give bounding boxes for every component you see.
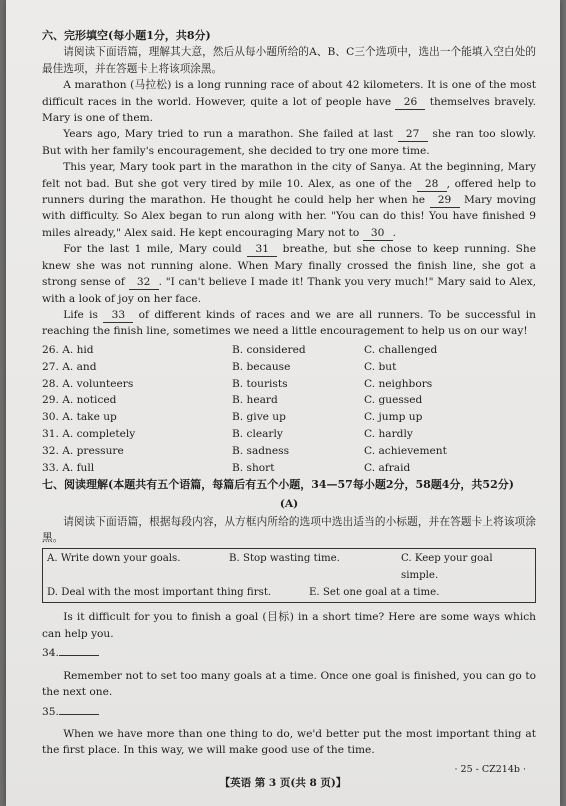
exam-code: · 25 - CZ214b ·: [454, 764, 526, 775]
heading-option-e: E. Set one goal at a time.: [309, 587, 440, 599]
text: of different kinds of races and we are all runners. To be successful in reaching the finish line, sometimes we need a little encouragement to help us on our way!: [42, 308, 536, 338]
heading-options-box: [42, 548, 536, 603]
cloze-paragraph-2: [42, 126, 536, 159]
text: themselves bravely. Mary is one of them.: [42, 95, 536, 125]
option-a: 31. A. completely: [42, 428, 136, 441]
option-c: C. guessed: [364, 394, 423, 407]
reading-paragraph-3: When we have more than one thing to do, we'd better put the most important thing at the first place. In this way, we will make good use of the time.: [42, 727, 536, 757]
option-b: B. sadness: [232, 445, 290, 458]
text: This year, Mary took part in the marathon in the city of Sanya. At the beginning, Mary felt not bad. But she got very tired by mile 10. Alex, as one of the: [42, 161, 536, 190]
option-a: 26. A. hid: [42, 343, 94, 356]
option-b: B. heard: [232, 394, 278, 407]
option-b: B. clearly: [232, 428, 283, 441]
cloze-options: [42, 342, 536, 477]
reading-paragraph-1: Is it difficult for you to finish a goal (目标) in a short time? Here are some ways which can help you.: [42, 611, 536, 640]
blank-26: 26: [395, 96, 425, 110]
option-row: [42, 342, 536, 359]
blank-33: 33: [103, 309, 133, 323]
blank-32: 32: [129, 276, 159, 290]
option-row: [42, 359, 536, 376]
option-row: [42, 443, 536, 460]
option-b: B. give up: [232, 411, 286, 424]
answer-35: [42, 704, 536, 720]
text: .: [392, 226, 397, 239]
heading-option-a: A. Write down your goals.: [47, 553, 181, 565]
option-c: C. hardly: [364, 428, 413, 441]
text: she ran too slowly. But with her family's encouragement, she decided to try one more time.: [42, 128, 536, 157]
text: , offered help to runners during the marathon. He thought he could help her when he: [42, 177, 536, 207]
heading-option-c: C. Keep your goal simple.: [401, 553, 493, 582]
option-a: 32. A. pressure: [42, 445, 124, 458]
option-row: [42, 409, 536, 426]
cloze-paragraph-5: [42, 307, 536, 340]
passage-a-label: (A): [279, 498, 299, 511]
option-a: 33. A. full: [42, 461, 95, 474]
option-row: [42, 460, 536, 477]
blank-30: 30: [363, 227, 393, 241]
section-7-title: 七、阅读理解(本题共有五个语篇，每篇后有五个小题，34—57每小题2分，58题4分，共52分): [42, 477, 514, 491]
text: For the last 1 mile, Mary could: [63, 243, 248, 256]
option-c: C. achievement: [364, 445, 447, 458]
answer-34: [42, 645, 536, 661]
text: breathe, but she chose to keep running. She knew she was not running alone. When Mary finally crossed the finish line, she got a strong sense of: [42, 243, 537, 289]
option-c: C. afraid: [364, 461, 411, 474]
option-a: 27. A. and: [42, 360, 97, 373]
option-c: C. but: [364, 360, 397, 373]
cloze-paragraph-1: [42, 77, 536, 126]
blank-31: 31: [247, 243, 277, 257]
question-number: 35.: [42, 705, 59, 718]
page-content: [42, 28, 536, 759]
heading-option-b: B. Stop wasting time.: [229, 553, 340, 565]
option-c: C. jump up: [364, 411, 423, 424]
option-a: 28. A. volunteers: [42, 377, 134, 390]
heading-option-d: D. Deal with the most important thing first.: [47, 587, 272, 599]
section-7-instruction: 请阅读下面语篇，根据每段内容，从方框内所给的选项中选出适当的小标题，并在答题卡上将该项涂黑。: [42, 515, 536, 545]
option-b: B. considered: [232, 343, 306, 356]
answer-line: [59, 714, 99, 715]
blank-27: 27: [398, 128, 428, 142]
option-b: B. because: [232, 360, 291, 373]
option-row: [42, 426, 536, 443]
option-a: 29. A. noticed: [42, 394, 117, 407]
section-6-title: 六、完形填空(每小题1分，共8分): [42, 29, 211, 42]
reading-paragraph-2: Remember not to set too many goals at a time. Once one goal is finished, you can go to the next one.: [42, 669, 536, 699]
blank-29: 29: [430, 194, 460, 208]
cloze-paragraph-3: [42, 159, 536, 241]
page-footer: 【英语 第 3 页(共 8 页)】: [219, 777, 347, 789]
text: A marathon (马拉松) is a long running race of about 42 kilometers. It is one of the most difficult races in the world. However, quite a lot of people have: [42, 79, 536, 108]
option-a: 30. A. take up: [42, 411, 117, 424]
option-row: [42, 392, 536, 409]
option-b: B. short: [232, 461, 275, 474]
cloze-paragraph-4: [42, 241, 536, 307]
option-row: [42, 376, 536, 393]
section-6-instruction: 请阅读下面语篇，理解其大意，然后从每小题所给的A、B、C三个选项中，选出一个能填入空白处的最佳选项，并在答题卡上将该项涂黑。: [42, 46, 536, 75]
box-row: [47, 550, 531, 584]
option-c: C. neighbors: [364, 377, 433, 390]
exam-page: [6, 0, 560, 806]
text: Mary moving with difficulty. So Alex began to run along with her. "You can do this! You have finished 9 miles already," Alex said. He kept encouraging Mary not to: [42, 194, 536, 239]
text: Years ago, Mary tried to run a marathon. She failed at last: [63, 128, 398, 141]
option-b: B. tourists: [232, 377, 288, 390]
box-row: [47, 584, 531, 601]
text: Life is: [63, 308, 104, 321]
blank-28: 28: [417, 178, 447, 192]
answer-line: [59, 655, 99, 656]
text: . "I can't believe I made it! Thank you very much!" Mary said to Alex, with a look of joy on her face.: [42, 276, 536, 305]
option-c: C. challenged: [364, 343, 438, 356]
question-number: 34.: [42, 647, 59, 660]
